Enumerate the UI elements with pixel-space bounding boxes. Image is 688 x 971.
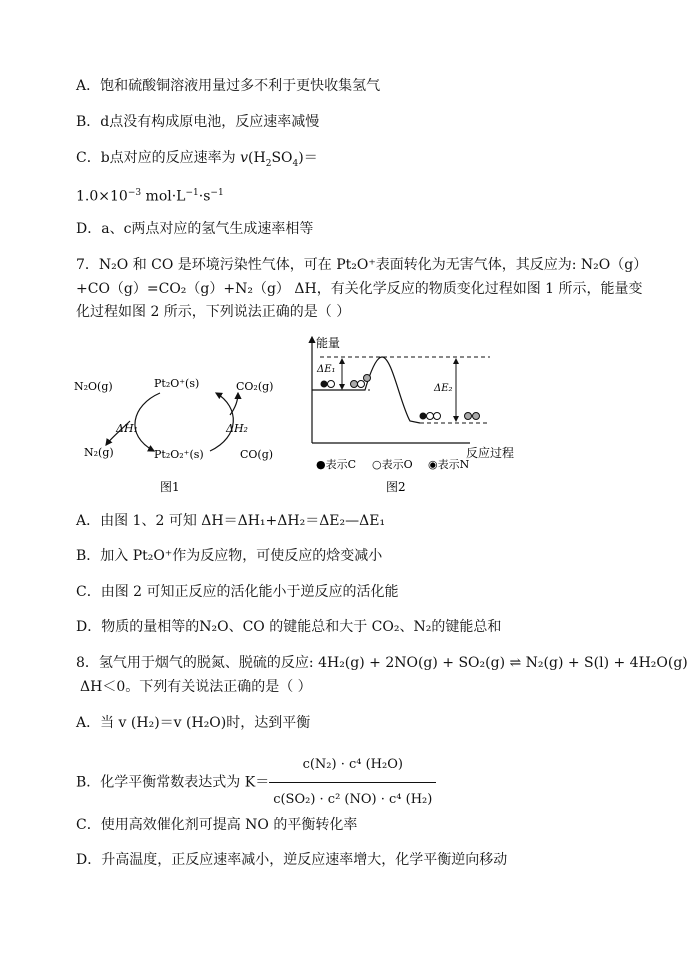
q8-option-c: C．使用高效催化剂可提高 NO 的平衡转化率 [76,817,358,833]
fig1-pt2o2-plus: Pt₂O₂⁺(s) [154,448,204,461]
fig1-arc-right-branch [230,393,238,415]
fig2-ylabel: 能量 [316,336,341,350]
q6-c-sub1: 2 [265,158,272,169]
fig2-xlabel: 反应过程 [466,446,515,460]
fig2-legend-c: ●表示C [316,458,357,471]
q8-option-a: A．当 v (H₂)＝v (H₂O)时，达到平衡 [76,715,311,731]
fig2-reactant-n2 [358,381,365,388]
fig1-co2: CO₂(g) [236,380,274,393]
fig2-product-n2 [473,413,480,420]
fig2-product-n1 [465,413,472,420]
q6-c2-unit-a: mol·L [141,188,186,205]
q8-option-d: D．升高温度，正反应速率减小，逆反应速率增大，化学平衡逆向移动 [76,852,508,868]
q6-option-a: A．饱和硫酸铜溶液用量过多不利于更快收集氢气 [76,78,381,94]
q6-c-fb: SO [271,150,293,166]
fig2-reactant-n3 [364,375,371,382]
fig1-co: CO(g) [240,448,274,461]
q8-stem-line2: ΔH＜0。下列有关说法正确的是（ ） [80,679,312,695]
q8-b-numerator: c(N₂) · c⁴ (H₂O) [269,750,436,783]
q8-b-denominator: c(SO₂) · c² (NO) · c⁴ (H₂) [273,792,433,807]
figure-2 [300,333,530,498]
q6-c-prefix: C．b点对应的反应速率为 [76,150,241,166]
q7-stem-line2: +CO（g）=CO₂（g）+N₂（g） ΔH，有关化学反应的物质变化过程如图 1 所示，能量变 [76,281,643,297]
q7-stem-line3: 化过程如图 2 所示，下列说法正确的是（ ） [76,304,351,320]
fig1-pt2o-plus: Pt₂O⁺(s) [154,377,200,390]
q7-option-b: B．加入 Pt₂O⁺作为反应物，可使反应的焓变减小 [76,548,383,564]
fig2-product-c [420,413,427,420]
fig1-caption: 图1 [160,480,180,494]
fig1-dh1: ΔH₁ [116,422,138,435]
q6-c2-unit-exp2: −1 [210,188,224,198]
q6-c2-unit-exp1: −1 [185,188,199,198]
q8-option-b [76,750,436,815]
fig2-product-o1 [427,413,434,420]
figure-1 [70,365,290,500]
q8-b-prefix: B．化学平衡常数表达式为 K＝ [76,774,270,791]
fig2-legend-n: ◉表示N [428,458,470,471]
q7-option-c: C．由图 2 可知正反应的活化能小于逆反应的活化能 [76,584,399,600]
fig2-de2: ΔE₂ [434,383,453,394]
q6-option-d: D．a、c两点对应的氢气生成速率相等 [76,221,314,237]
fig1-dh2: ΔH₂ [226,422,248,435]
q6-c-v: v [240,150,249,166]
q7-option-d: D．物质的量相等的N₂O、CO 的键能总和大于 CO₂、N₂的键能总和 [76,619,502,635]
fig2-reactant-c [321,381,328,388]
q6-option-c [76,148,318,174]
fig2-reactant-n1 [351,381,358,388]
q6-option-b: B．d点没有构成原电池，反应速率减慢 [76,114,320,130]
q7-stem-line1: 7．N₂O 和 CO 是环境污染性气体，可在 Pt₂O⁺表面转化为无害气体，其反应为: N₂O（g） [76,257,648,273]
q6-c-sub2: 4 [292,158,299,169]
q6-c2-unit-b: ·s [198,188,211,205]
q7-option-a: A．由图 1、2 可知 ΔH＝ΔH₁+ΔH₂＝ΔE₂—ΔE₁ [76,513,386,529]
fig1-n2o: N₂O(g) [74,380,113,393]
fig2-product-o2 [434,413,441,420]
q6-c-fa: (H [248,150,266,166]
fig1-n2: N₂(g) [84,446,114,459]
q6-c2-exp: −3 [127,188,142,198]
fig2-reactant-o [328,381,335,388]
q6-c2-num: 1.0×10 [76,188,128,205]
fig2-caption: 图2 [386,480,406,494]
q6-c-fc: )＝ [298,150,318,166]
fig2-legend-o: ○表示O [372,458,413,471]
q8-b-fraction [269,750,436,815]
q8-stem-line1: 8．氢气用于烟气的脱氮、脱硫的反应: 4H₂(g) + 2NO(g) + SO₂(g) ⇌ N₂(g) + S(l) + 4H₂O(g) [76,655,688,671]
fig2-de1: ΔE₁ [317,364,336,375]
q6-option-c-value [76,183,224,207]
fig1-arc-left [135,393,160,451]
